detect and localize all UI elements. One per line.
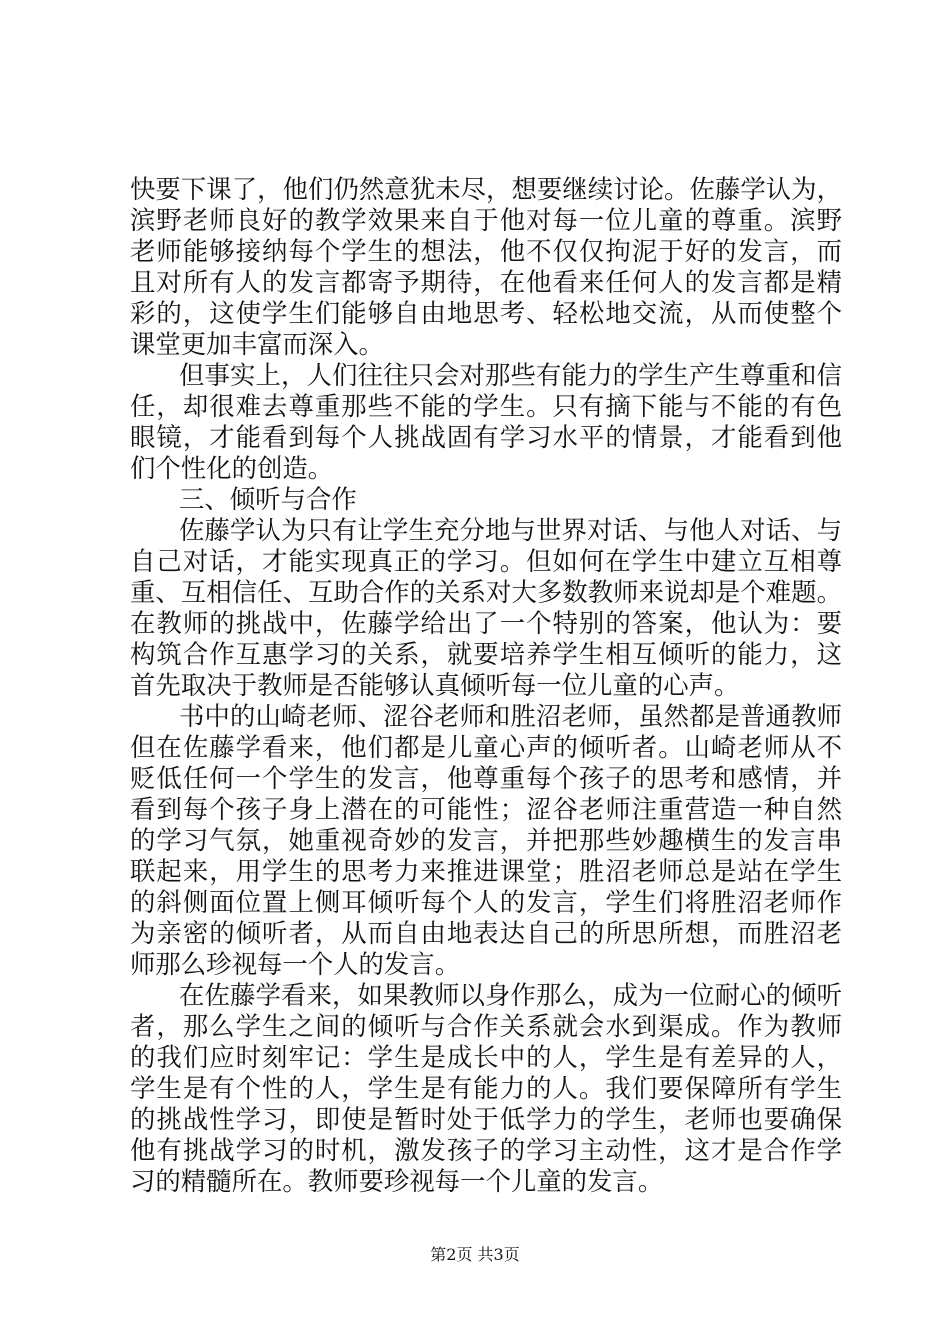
text-line: 但在佐藤学看来，他们都是儿童心声的倾听者。山崎老师从不 <box>130 732 842 762</box>
text-line: 重、互相信任、互助合作的关系对大多数教师来说却是个难题。 <box>130 577 842 607</box>
text-line: 滨野老师良好的教学效果来自于他对每一位儿童的尊重。滨野 <box>130 205 842 235</box>
text-line: 自己对话，才能实现真正的学习。但如何在学生中建立互相尊 <box>130 546 842 576</box>
text-line: 习的精髓所在。教师要珍视每一个儿童的发言。 <box>130 1166 664 1196</box>
text-line: 的学习气氛，她重视奇妙的发言，并把那些妙趣横生的发言串 <box>130 825 842 855</box>
text-line: 师那么珍视每一个人的发言。 <box>130 949 461 979</box>
text-line: 为亲密的倾听者，从而自由地表达自己的所思所想，而胜沼老 <box>130 918 842 948</box>
document-body <box>130 174 842 1197</box>
text-line: 的斜侧面位置上侧耳倾听每个人的发言，学生们将胜沼老师作 <box>130 887 842 917</box>
text-line: 首先取决于教师是否能够认真倾听每一位儿童的心声。 <box>130 670 740 700</box>
text-line: 们个性化的创造。 <box>130 453 334 483</box>
section-heading: 三、倾听与合作 <box>179 484 357 514</box>
paragraph-start-line: 但事实上，人们往往只会对那些有能力的学生产生尊重和信 <box>179 360 842 390</box>
text-line: 他有挑战学习的时机，激发孩子的学习主动性，这才是合作学 <box>130 1135 842 1165</box>
text-line: 学生是有个性的人，学生是有能力的人。我们要保障所有学生 <box>130 1073 842 1103</box>
text-line: 联起来，用学生的思考力来推进课堂；胜沼老师总是站在学生 <box>130 856 842 886</box>
text-line: 课堂更加丰富而深入。 <box>130 329 384 359</box>
text-line: 快要下课了，他们仍然意犹未尽，想要继续讨论。佐藤学认为， <box>130 174 842 204</box>
text-line: 且对所有人的发言都寄予期待，在他看来任何人的发言都是精 <box>130 267 842 297</box>
paragraph-start-line: 书中的山崎老师、涩谷老师和胜沼老师，虽然都是普通教师 <box>179 701 842 731</box>
text-line: 看到每个孩子身上潜在的可能性；涩谷老师注重营造一种自然 <box>130 794 842 824</box>
text-line: 构筑合作互惠学习的关系，就要培养学生相互倾听的能力，这 <box>130 639 842 669</box>
text-line: 者，那么学生之间的倾听与合作关系就会水到渠成。作为教师 <box>130 1011 842 1041</box>
page-footer <box>0 1245 950 1265</box>
text-line: 眼镜，才能看到每个人挑战固有学习水平的情景，才能看到他 <box>130 422 842 452</box>
text-line: 的我们应时刻牢记：学生是成长中的人，学生是有差异的人， <box>130 1042 842 1072</box>
text-line: 的挑战性学习，即使是暂时处于低学力的学生，老师也要确保 <box>130 1104 842 1134</box>
text-line: 老师能够接纳每个学生的想法，他不仅仅拘泥于好的发言，而 <box>130 236 842 266</box>
page-number: 第2页 共3页 <box>430 1245 520 1264</box>
paragraph-start-line: 在佐藤学看来，如果教师以身作那么，成为一位耐心的倾听 <box>179 980 842 1010</box>
text-line: 贬低任何一个学生的发言，他尊重每个孩子的思考和感情，并 <box>130 763 842 793</box>
paragraph-start-line: 佐藤学认为只有让学生充分地与世界对话、与他人对话、与 <box>179 515 842 545</box>
text-line: 在教师的挑战中，佐藤学给出了一个特别的答案，他认为：要 <box>130 608 842 638</box>
text-line: 任，却很难去尊重那些不能的学生。只有摘下能与不能的有色 <box>130 391 842 421</box>
text-line: 彩的，这使学生们能够自由地思考、轻松地交流，从而使整个 <box>130 298 842 328</box>
